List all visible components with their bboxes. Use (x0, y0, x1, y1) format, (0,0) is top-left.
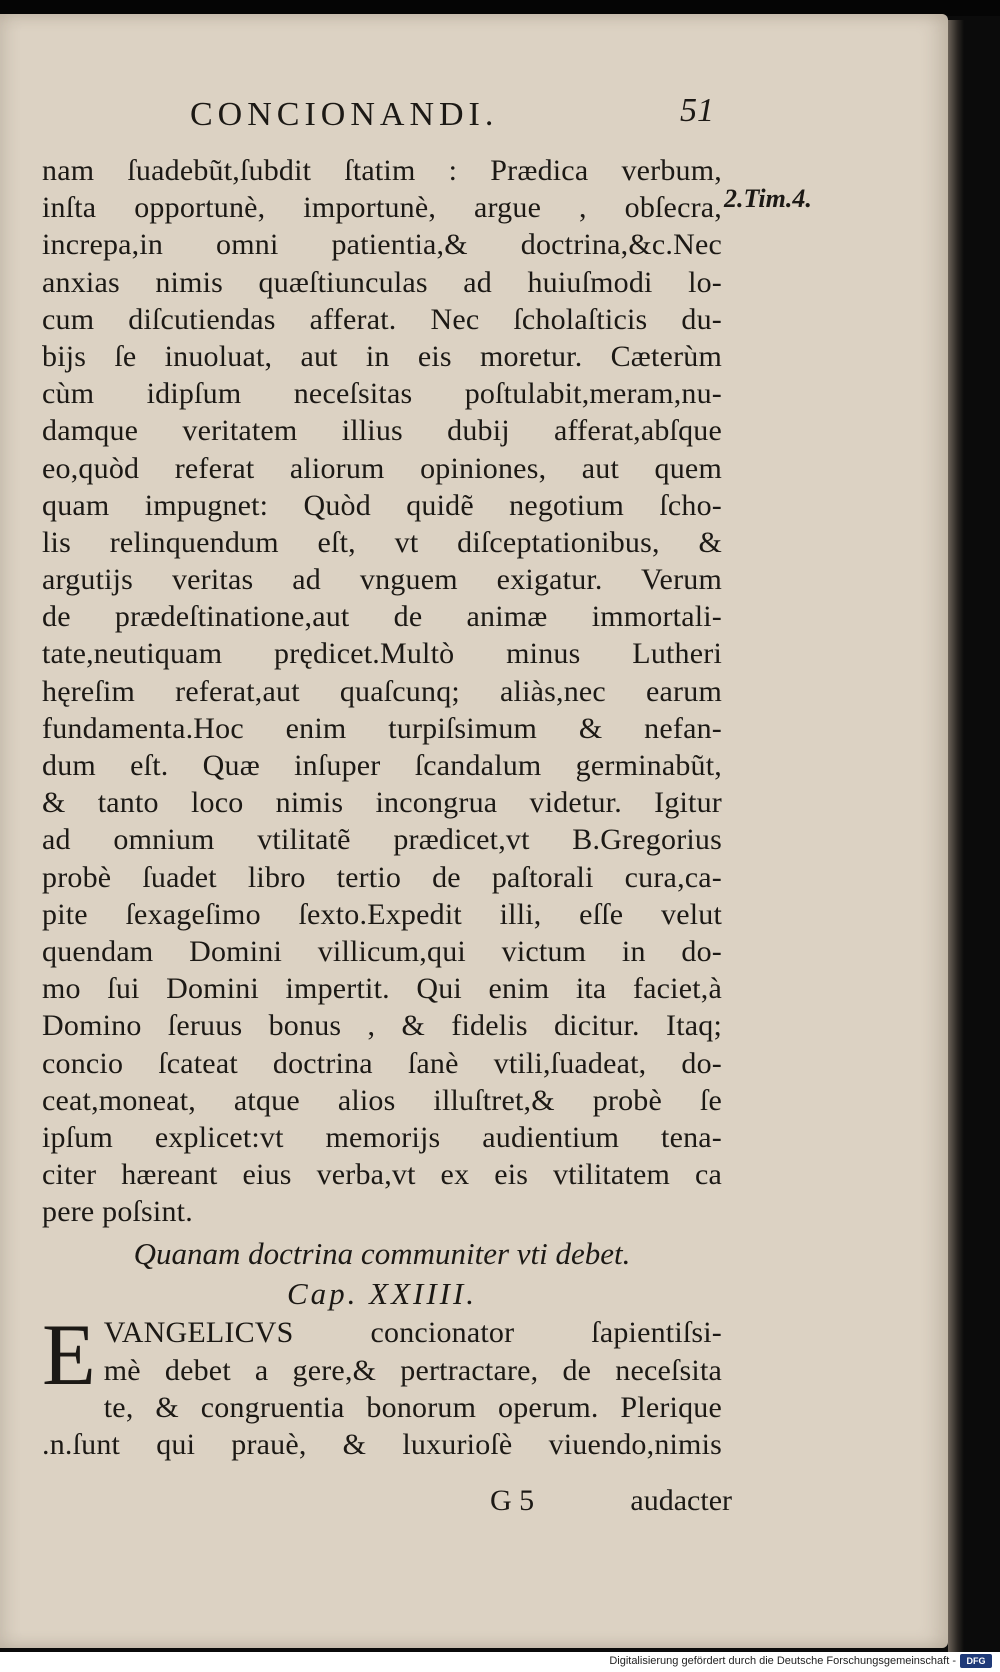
body-text (42, 152, 722, 1463)
text-line: de prædeſtinatione,aut de animæ immortali- (42, 600, 722, 634)
footer-credit: Digitalisierung gefördert durch die Deutsche Forschungsgemeinschaft - (609, 1655, 956, 1667)
catchword: audacter (630, 1484, 732, 1517)
text-line: tate,neutiquam prędicet.Multò minus Lutheri (42, 637, 722, 671)
text-line: inſta opportunè, importunè, argue , obſecra, (42, 191, 722, 225)
page-edge (948, 20, 964, 1652)
text-line: quendam Domini villicum,qui victum in do- (42, 934, 722, 968)
text-line: dum eſt. Quæ inſuper ſcandalum germinabũt, (42, 749, 722, 782)
text-line: hęreſim referat,aut quaſcunq; aliàs,nec earum (42, 674, 722, 708)
text-line: Domino ſeruus bonus , & fidelis dicitur. Itaq; (42, 1009, 722, 1043)
text-line: increpa,in omni patientia,& doctrina,&c.Nec (42, 228, 722, 262)
text-line: .n.ſunt qui prauè, & luxurioſè viuendo,nimis (42, 1428, 722, 1461)
text-line: citer hæreant eius verba,vt ex eis vtilitatem ca (42, 1158, 722, 1192)
dfg-logo-icon (960, 1654, 992, 1668)
book-page (0, 14, 948, 1648)
running-head: CONCIONANDI. (190, 96, 499, 133)
text-line: anxias nimis quæſtiunculas ad huiuſmodi lo- (42, 265, 722, 299)
text-line: probè ſuadet libro tertio de paſtorali cura,ca- (42, 860, 722, 894)
signature-mark: G 5 (490, 1484, 535, 1517)
text-line: ad omnium vtilitatẽ prædicet,vt B.Gregorius (42, 823, 722, 857)
page-number: 51 (680, 92, 714, 129)
text-line: eo,quòd referat aliorum opiniones, aut quem (42, 451, 722, 485)
text-line: VANGELICVS concionator ſapientiſsi- (103, 1316, 722, 1350)
section-heading: Quanam doctrina communiter vti debet. (133, 1236, 631, 1272)
text-line: quam impugnet: Quòd quidẽ negotium ſcho- (42, 488, 722, 522)
digitization-footer (0, 1652, 1000, 1672)
text-line: mo ſui Domini impertit. Qui enim ita faciet,à (42, 972, 722, 1006)
page-foot (42, 1484, 732, 1524)
chapter-opening (42, 1307, 722, 1463)
text-line: pite ſexageſimo ſexto.Expedit illi, eſſe velut (42, 897, 722, 931)
chapter-heading: Cap. XXIIII. (286, 1276, 478, 1312)
text-line: cùm idipſum neceſsitas poſtulabit,meram,nu- (42, 377, 722, 411)
text-line: pere poſsint. (42, 1195, 193, 1229)
text-line: nam ſuadebũt,ſubdit ſtatim : Prædica verbum, (42, 154, 722, 187)
margin-note: 2.Tim.4. (724, 184, 812, 213)
text-line: mè debet a gere,& pertractare, de neceſsita (103, 1353, 722, 1387)
text-line: cum diſcutiendas afferat. Nec ſcholaſticis du- (42, 302, 722, 336)
text-line: lis relinquendum eſt, vt diſceptationibus, & (42, 525, 722, 559)
text-line: fundamenta.Hoc enim turpiſsimum & nefan- (42, 711, 722, 745)
text-line: ipſum explicet:vt memorijs audientium tena- (42, 1120, 722, 1154)
text-line: te, & congruentia bonorum operum. Plerique (103, 1390, 722, 1424)
text-line: bijs ſe inuoluat, aut in eis moretur. Cæterùm (42, 339, 722, 373)
text-line: concio ſcateat doctrina ſanè vtili,ſuadeat, do- (42, 1046, 722, 1080)
drop-cap: E (42, 1307, 96, 1405)
text-line: ceat,moneat, atque alios illuſtret,& probè ſe (42, 1083, 722, 1117)
text-line: & tanto loco nimis incongrua videtur. Igitur (42, 786, 722, 820)
text-line: argutijs veritas ad vnguem exigatur. Verum (42, 563, 722, 597)
dfg-logo-label: DFG (966, 1656, 986, 1666)
text-line: damque veritatem illius dubij afferat,abſque (42, 414, 722, 448)
